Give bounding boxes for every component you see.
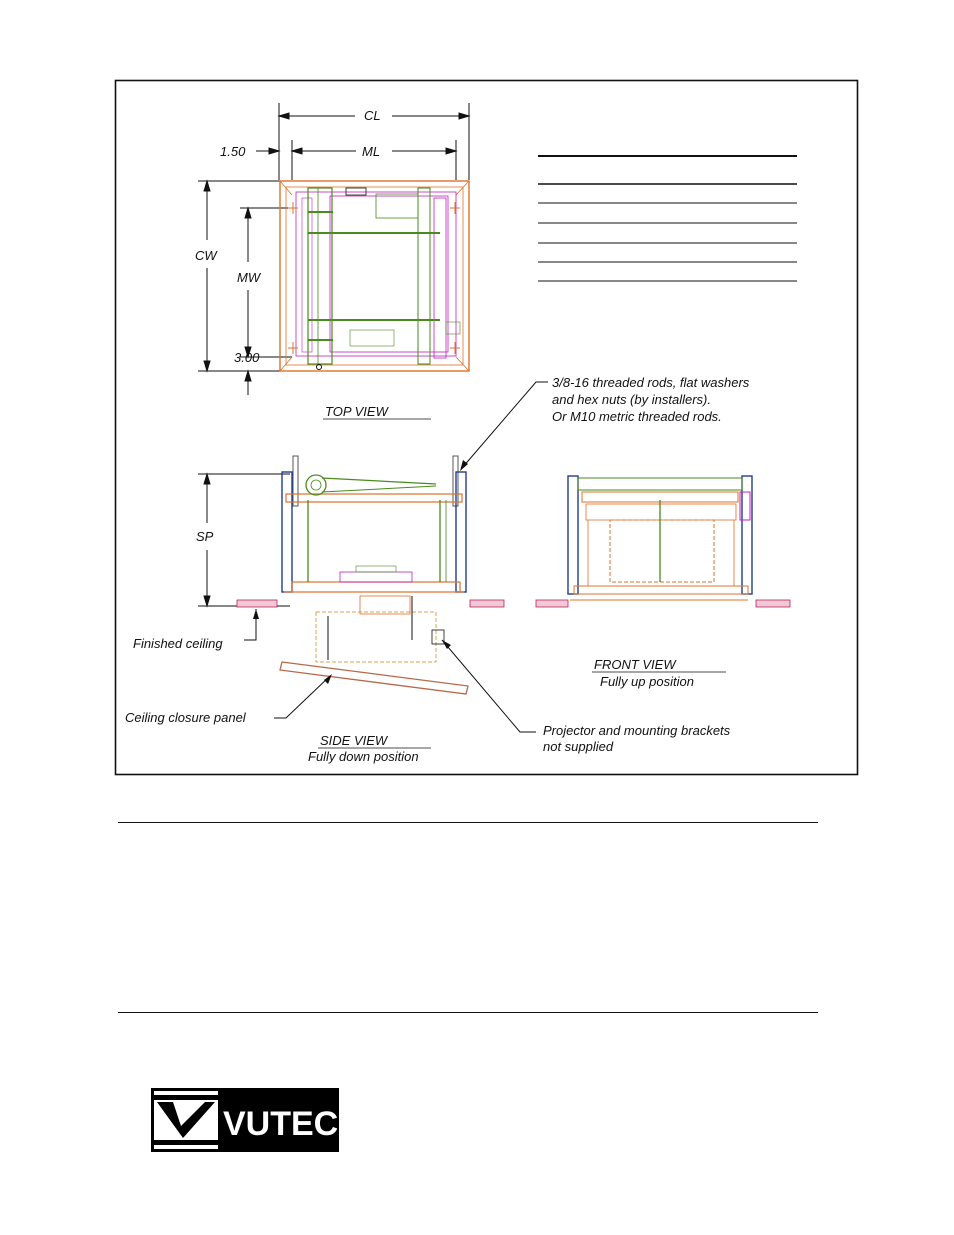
threaded-rods-note-line-3: Or M10 metric threaded rods. xyxy=(552,409,722,424)
top-view xyxy=(195,103,469,419)
front-view-subtitle: Fully up position xyxy=(600,674,694,689)
threaded-rods-note-line-1: 3/8-16 threaded rods, flat washers xyxy=(552,375,750,390)
front-view-title: FRONT VIEW xyxy=(594,657,676,672)
side-view-subtitle: Fully down position xyxy=(308,749,419,764)
top-view-title: TOP VIEW xyxy=(325,404,388,419)
front-view xyxy=(536,476,790,689)
dimension-sp-label: SP xyxy=(196,529,214,544)
dimension-ml-label: ML xyxy=(362,144,381,159)
vutec-logo xyxy=(151,1088,339,1152)
divider-lower xyxy=(118,1012,818,1013)
dimension-cl-label: CL xyxy=(364,108,381,123)
top-view-housing xyxy=(280,181,469,371)
dimension-table xyxy=(538,156,797,281)
dimension-mw xyxy=(240,208,292,395)
side-view-title: SIDE VIEW xyxy=(320,733,388,748)
projector-note-line-2: not supplied xyxy=(543,739,614,754)
dimension-cw-label: CW xyxy=(195,248,217,263)
logo-text: VUTEC xyxy=(223,1105,339,1143)
divider-upper xyxy=(118,822,818,823)
dimension-offset-150: 1.50 xyxy=(220,144,246,159)
threaded-rods-note xyxy=(460,375,750,471)
dimension-offset-300: 3.00 xyxy=(234,350,260,365)
dimension-ml xyxy=(256,140,456,180)
side-view xyxy=(125,456,536,764)
ceiling-closure-panel-label: Ceiling closure panel xyxy=(125,710,246,725)
threaded-rods-note-line-2: and hex nuts (by installers). xyxy=(552,392,711,407)
finished-ceiling-label: Finished ceiling xyxy=(133,636,223,651)
dimension-mw-label: MW xyxy=(237,270,261,285)
projector-note-line-1: Projector and mounting brackets xyxy=(543,723,731,738)
